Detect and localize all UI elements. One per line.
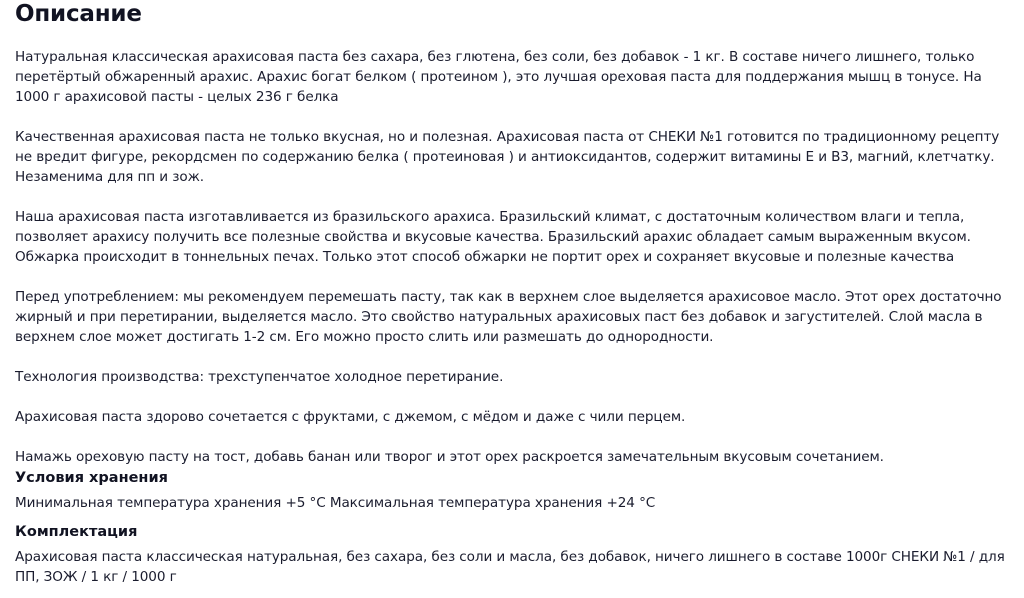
storage-text: Минимальная температура хранения +5 °C Максимальная температура хранения +24 °C: [15, 495, 656, 511]
description-paragraph: Наша арахисовая паста изготавливается из бразильского арахиса. Бразильский климат, с достаточным количеством влаги и тепла, позволяет арахису получить все полезные свойства и вкусовые качества. Бразильский арахис обладает самым выраженным вкусом. Обжарка происходит в тоннельных печах. Только этот способ обжарки не портит орех и сохраняет вкусовые и полезные качества: [15, 209, 971, 265]
description-paragraph: Перед употреблением: мы рекомендуем перемешать пасту, так как в верхнем слое выделяется арахисовое масло. Этот орех достаточно жирный и при перетирании, выделяется масло. Это свойство натуральных арахисовых паст без добавок и загустителей. Слой масла в верхнем слое может достигать 1-2 см. Его можно просто слить или размешать до однородности.: [15, 289, 1002, 345]
storage-heading: Условия хранения: [15, 470, 168, 486]
kit-section: [15, 521, 1005, 587]
description-paragraph: Технология производства: трехступенчатое холодное перетирание.: [15, 369, 504, 385]
description-paragraph: Арахисовая паста здорово сочетается с фруктами, с джемом, с мёдом и даже с чили перцем.: [15, 409, 686, 425]
description-section: [15, 47, 1005, 467]
kit-heading: Комплектация: [15, 524, 138, 540]
description-paragraph: Натуральная классическая арахисовая паста без сахара, без глютена, без соли, без добавок - 1 кг. В составе ничего лишнего, только перетёртый обжаренный арахис. Арахис богат белком ( протеином ), это лучшая ореховая паста для поддержания мышц в тонусе. На 1000 г арахисовой пасты - целых 236 г белка: [15, 49, 982, 105]
kit-text: Арахисовая паста классическая натуральная, без сахара, без соли и масла, без добавок, ничего лишнего в составе 1000г СНЕКИ №1 / для ПП, ЗОЖ / 1 кг / 1000 г: [15, 549, 1005, 585]
storage-section: [15, 467, 1005, 513]
description-paragraph: Намажь ореховую пасту на тост, добавь банан или творог и этот орех раскроется замечательным вкусовым сочетанием.: [15, 449, 884, 465]
product-description-page: [15, 0, 1005, 587]
description-paragraph: Качественная арахисовая паста не только вкусная, но и полезная. Арахисовая паста от СНЕКИ №1 готовится по традиционному рецепту не вредит фигуре, рекордсмен по содержанию белка ( протеиновая ) и антиоксидантов, содержит витамины Е и В3, магний, клетчатку. Незаменима для пп и зож.: [15, 129, 1000, 185]
page-title: Описание: [15, 1, 142, 27]
